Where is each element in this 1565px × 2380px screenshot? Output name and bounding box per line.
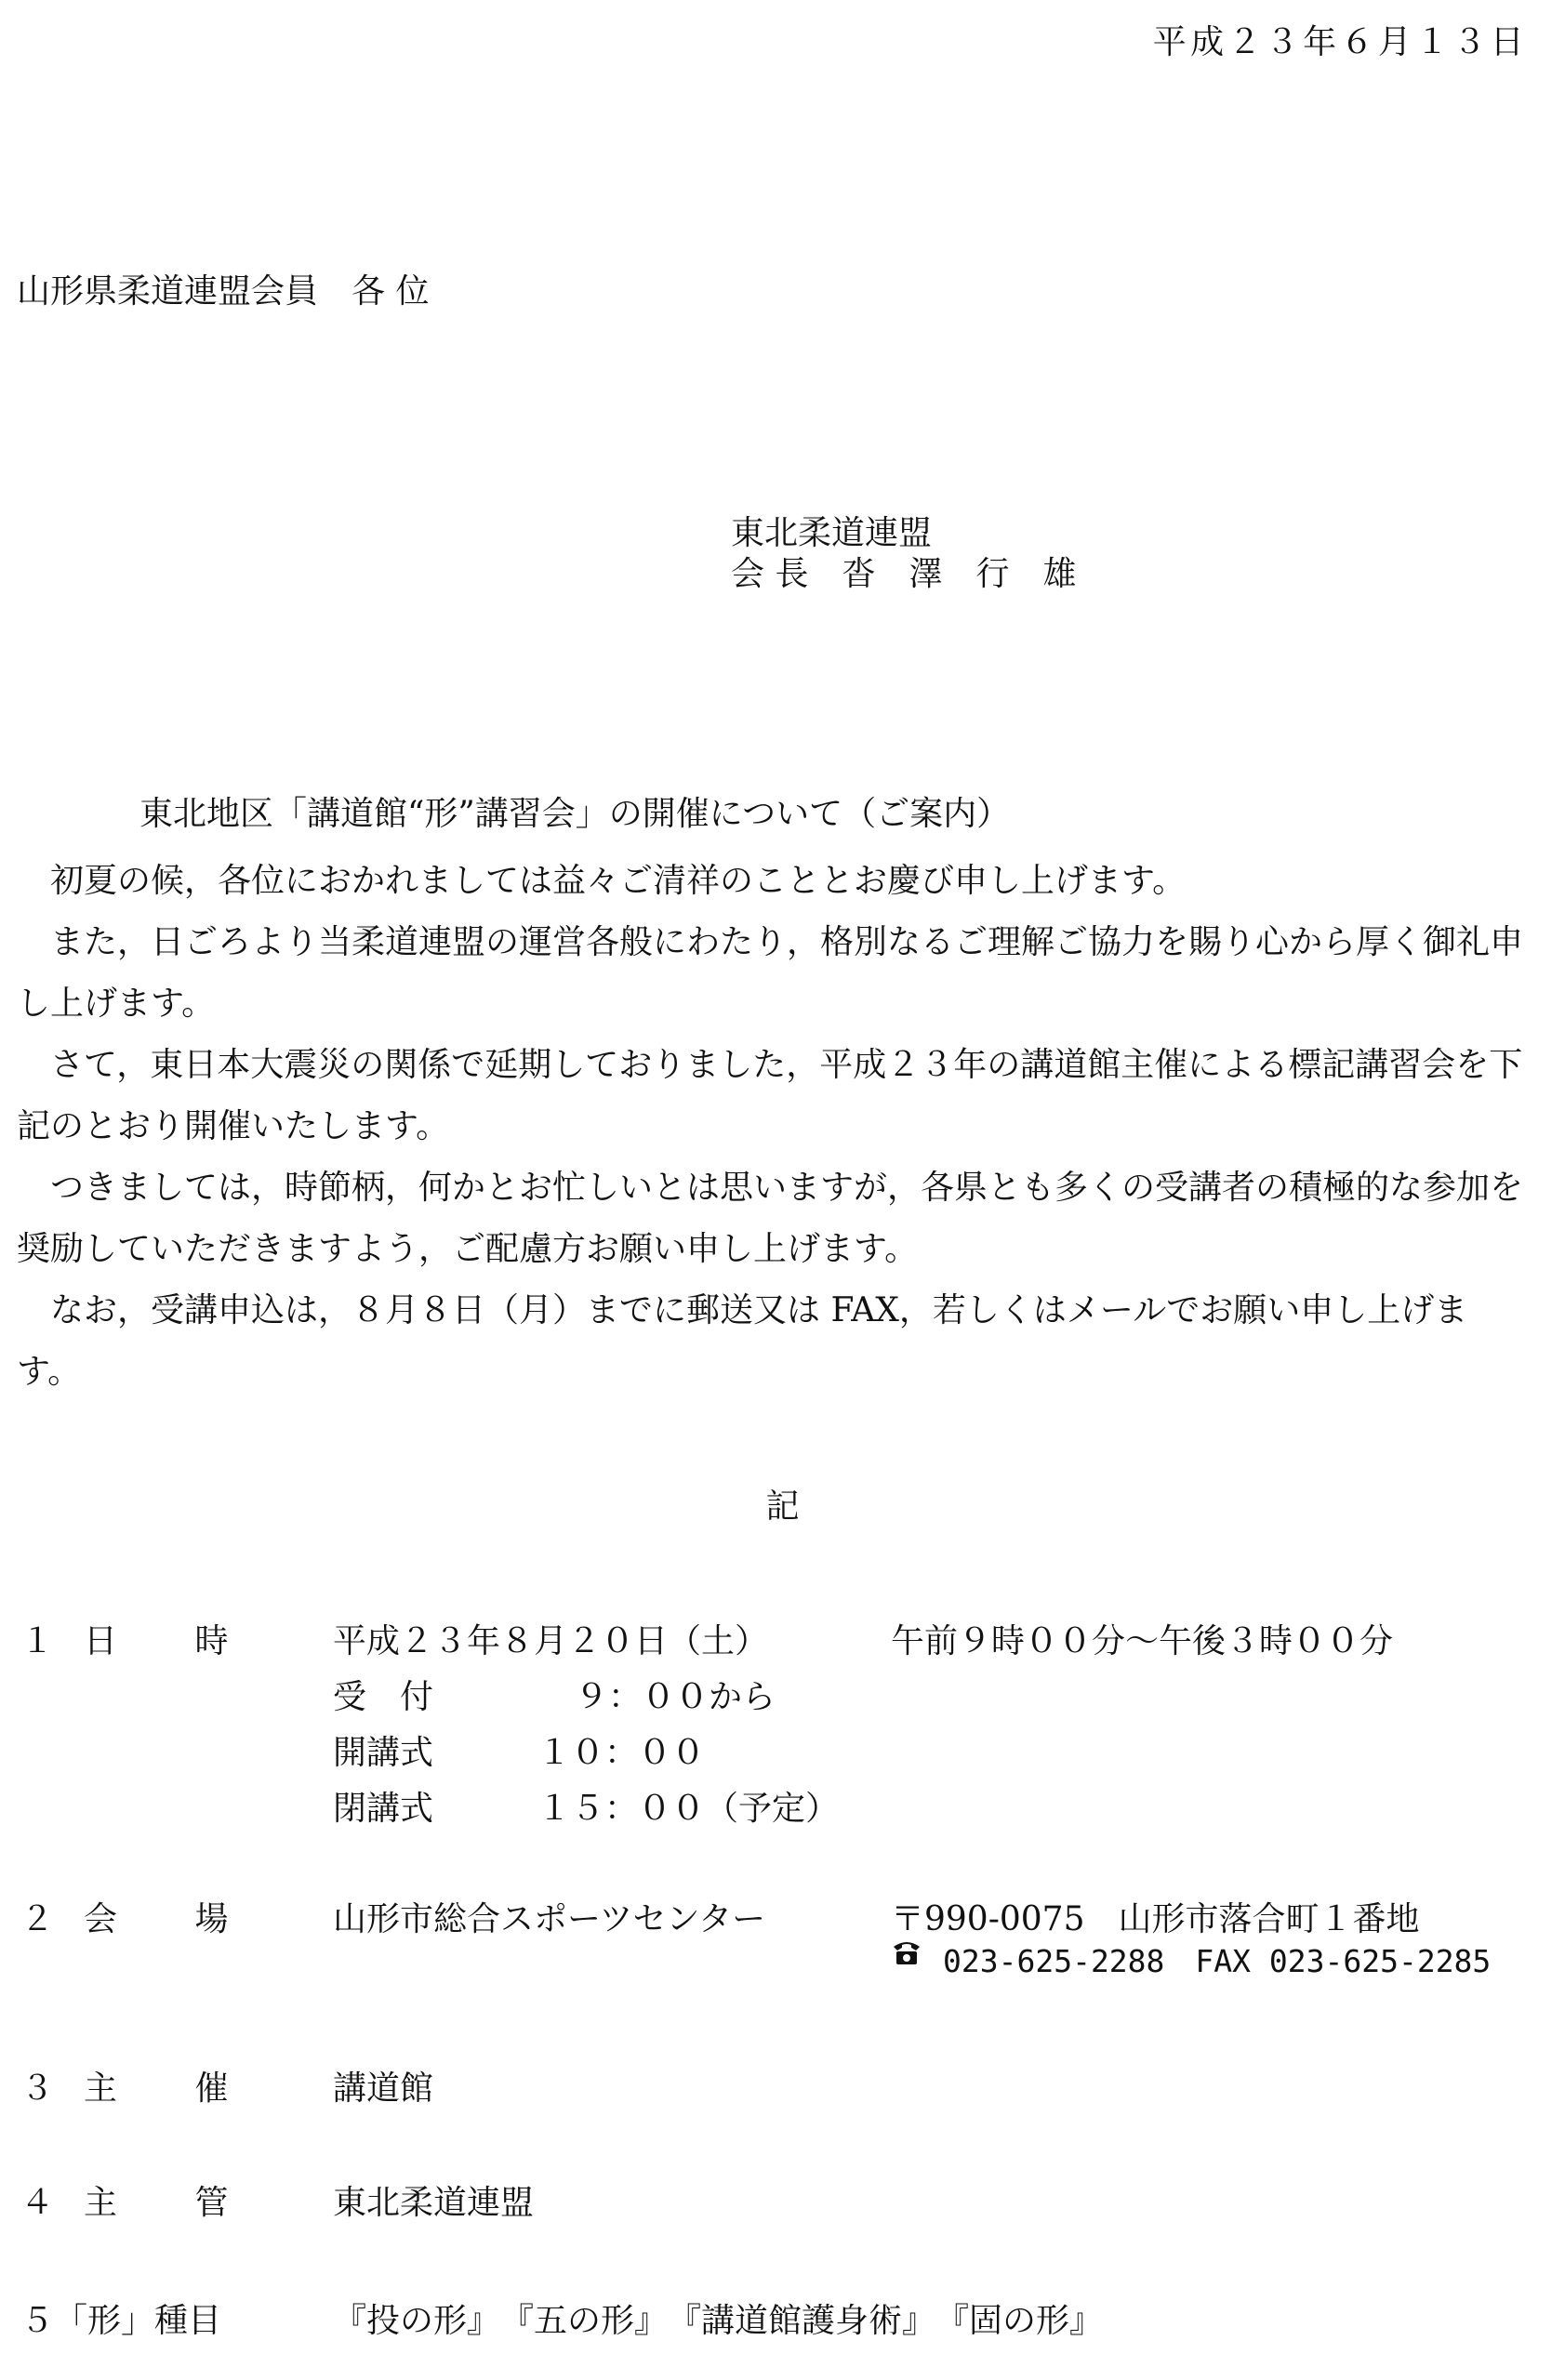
schedule-label: 受 付	[333, 1678, 434, 1716]
item-label: 会 場	[84, 1900, 229, 1938]
addressee: 山形県柔道連盟会員 各 位	[17, 272, 430, 311]
item-value: 講道館	[333, 2069, 434, 2108]
item-label: 主 管	[84, 2184, 229, 2222]
item-value: 平成２３年８月２０日（土）	[333, 1622, 769, 1660]
item-number: ３	[20, 2069, 55, 2108]
item-label: 主 催	[84, 2069, 229, 2108]
schedule-label: 開講式	[333, 1734, 434, 1772]
sender-organization: 東北柔道連盟	[731, 514, 933, 552]
venue-address: 〒990-0075 山形市落合町１番地	[891, 1900, 1420, 1938]
schedule-value: １５：００（予定）	[537, 1790, 840, 1828]
document-subject: 東北地区「講道館“形”講習会」の開催について（ご案内）	[139, 795, 1011, 833]
paragraph: さて，東日本大震災の関係で延期しておりました，平成２３年の講道館主催による標記講習会を下記のとおり開催いたします。	[17, 1046, 1523, 1145]
venue-phone: 023-625-2288 FAX 023-625-2285	[943, 1943, 1492, 1979]
item-value: 『投の形』 『五の形』 『講道館護身術』 『固の形』	[333, 2302, 1104, 2340]
item-number: １	[20, 1622, 55, 1660]
item-number: ５	[20, 2302, 55, 2340]
item-label: 日 時	[84, 1622, 229, 1660]
ki-heading: 記	[765, 1488, 800, 1526]
paragraph: なお，受講申込は，８月８日（月）までに郵送又は FAX，若しくはメールでお願い申し上げます。	[17, 1291, 1468, 1391]
document-date: 平成２３年６月１３日	[1152, 23, 1528, 61]
item-value: 山形市総合スポーツセンター	[333, 1900, 766, 1938]
paragraph: 初夏の候，各位におかれましては益々ご清祥のこととお慶び申し上げます。	[50, 862, 1187, 900]
paragraph: また，日ごろより当柔道連盟の運営各般にわたり，格別なるご理解ご協力を賜り心から厚く御礼申し上げます。	[17, 923, 1524, 1023]
paragraph: つきましては，時節柄，何かとお忙しいとは思いますが，各県とも多くの受講者の積極的な参加を奨励していただきますよう，ご配慮方お願い申し上げます。	[17, 1169, 1524, 1268]
item-value-secondary: 午前９時００分～午後３時００分	[891, 1622, 1394, 1660]
schedule-value: １０：００	[537, 1734, 706, 1772]
item-number: ２	[20, 1900, 55, 1938]
sender-name: 会 長 沓 澤 行 雄	[731, 555, 1077, 593]
item-number: ４	[20, 2184, 55, 2222]
telephone-icon	[891, 1936, 922, 1967]
item-value: 東北柔道連盟	[333, 2184, 535, 2222]
letter-body	[17, 851, 1531, 1403]
schedule-label: 閉講式	[333, 1790, 434, 1828]
item-label: 「形」種目	[54, 2302, 222, 2340]
schedule-value: ９：００から	[575, 1678, 776, 1716]
